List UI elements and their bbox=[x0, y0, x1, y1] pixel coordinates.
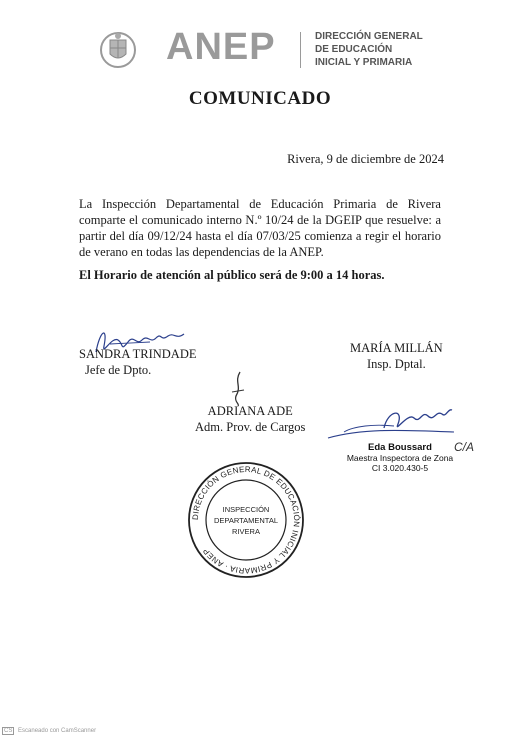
uruguay-coat-of-arms-icon bbox=[98, 30, 138, 70]
letterhead bbox=[98, 28, 438, 72]
org-line-3: INICIAL Y PRIMARIA bbox=[315, 57, 413, 68]
camscanner-text: Escaneado con CamScanner bbox=[18, 728, 97, 734]
stamp-line-1: INSPECCIÓN bbox=[222, 505, 270, 514]
inspeccion-departamental-round-stamp-icon bbox=[186, 460, 306, 580]
organization-name bbox=[315, 30, 423, 69]
org-line-2: DE EDUCACIÓN bbox=[315, 44, 393, 55]
signature-adriana-ade-icon bbox=[228, 368, 248, 408]
inspector-title: Maestra Inspectora de Zona bbox=[346, 453, 454, 463]
signature-block-sandra-trindade bbox=[79, 346, 197, 378]
inspector-stamp bbox=[340, 443, 460, 473]
inspector-name: Eda Boussard bbox=[368, 442, 432, 453]
signer-name: MARÍA MILLÁN bbox=[350, 341, 443, 355]
header-divider bbox=[300, 32, 301, 68]
signer-role: Insp. Dptal. bbox=[367, 357, 426, 371]
camscanner-badge: CS bbox=[4, 728, 13, 734]
stamp-line-3: RIVERA bbox=[232, 527, 260, 536]
signer-name: SANDRA TRINDADE bbox=[79, 347, 197, 361]
anep-logo-text: ANEP bbox=[166, 26, 276, 68]
scanner-watermark bbox=[2, 728, 96, 734]
signer-role: Jefe de Dpto. bbox=[85, 363, 152, 377]
hours-statement: El Horario de atención al público será de 9:00 a 14 horas. bbox=[79, 268, 385, 282]
signer-name: ADRIANA ADE bbox=[207, 404, 293, 418]
body-paragraph: La Inspección Departamental de Educación Primaria de Rivera comparte el comunicado interno N.º 10/24 de la DGEIP que resuelve: a partir del día 09/12/24 hasta el día 07/03/25 comienza a regir el horario de verano en todas las dependencias de la ANEP. bbox=[79, 197, 441, 259]
org-line-1: DIRECCIÓN GENERAL bbox=[315, 31, 423, 42]
inspector-ci: CI 3.020.430-5 bbox=[371, 463, 429, 473]
signature-eda-boussard-icon bbox=[324, 402, 464, 444]
signature-block-adriana-ade bbox=[195, 403, 305, 435]
signer-role: Adm. Prov. de Cargos bbox=[195, 420, 306, 434]
document-date: Rivera, 9 de diciembre de 2024 bbox=[287, 152, 444, 166]
stamp-ring-text: DIRECCIÓN GENERAL DE EDUCACIÓN INICIAL Y PRIMARIA · ANEP bbox=[190, 464, 302, 576]
stamp-line-2: DEPARTAMENTAL bbox=[213, 516, 279, 525]
signature-block-maria-millan bbox=[350, 340, 443, 372]
document-title: COMUNICADO bbox=[188, 88, 332, 109]
ca-annotation: C/A bbox=[454, 440, 475, 454]
